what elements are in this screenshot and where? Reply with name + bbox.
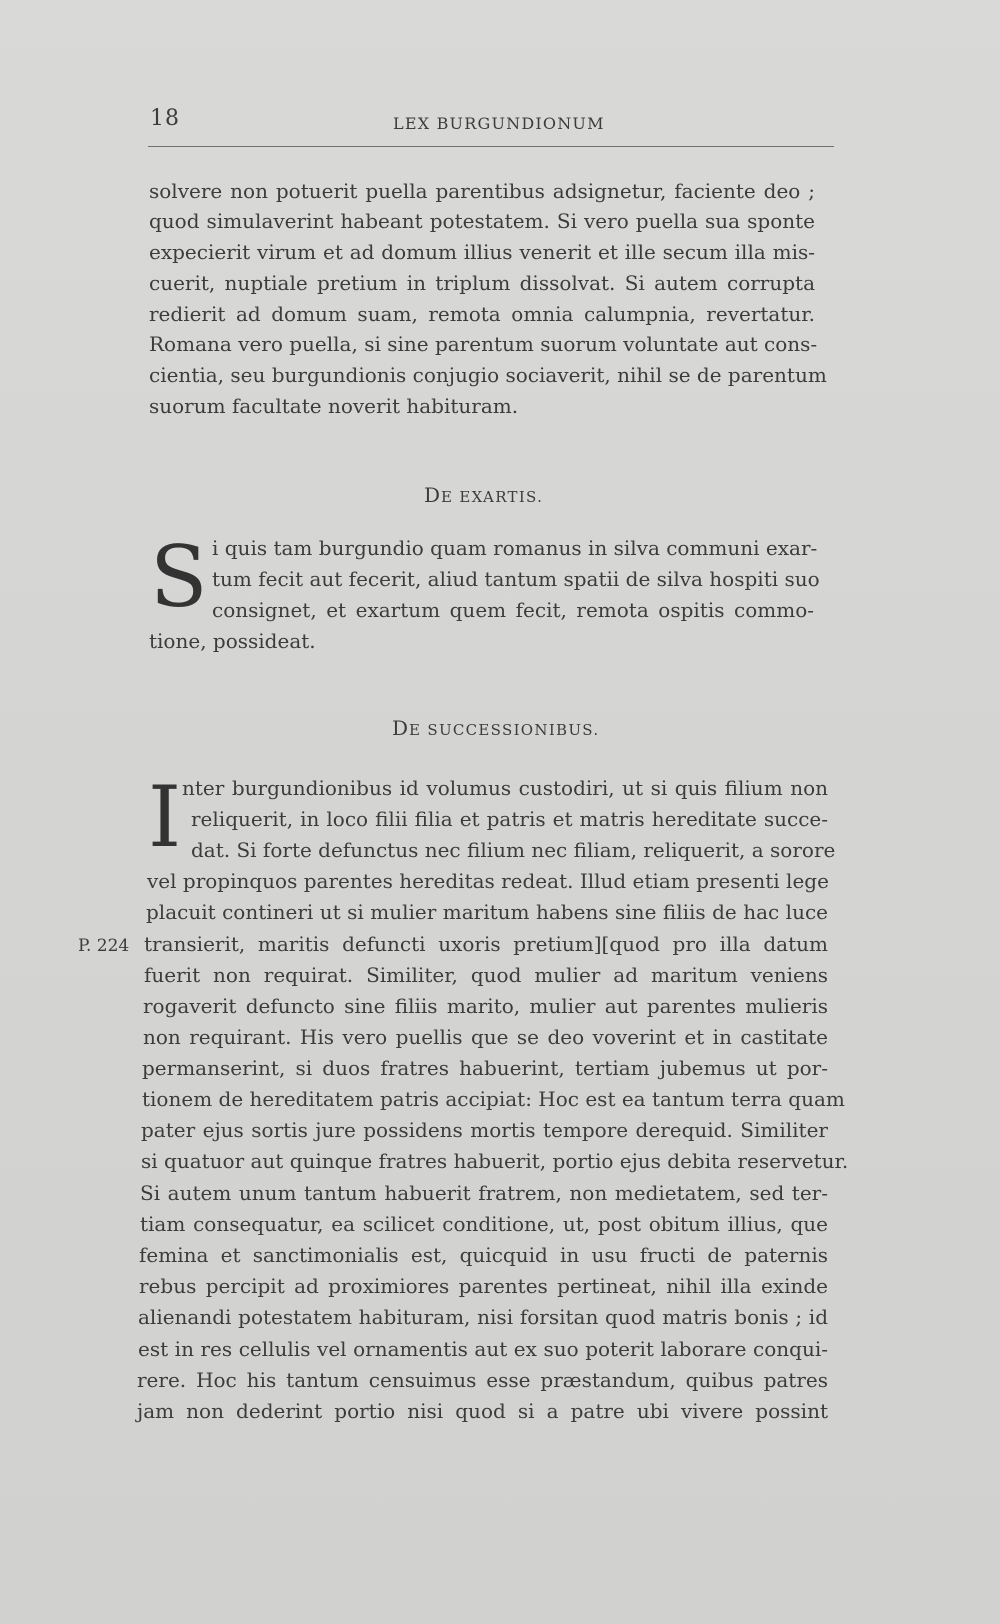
text-line: vel propinquos parentes hereditas redeat. Illud etiam presenti lege xyxy=(147,869,829,893)
text-line: non requirant. His vero puellis que se deo voverint et in castitate xyxy=(143,1025,828,1049)
text-line: pater ejus sortis jure possidens mortis tempore derequid. Similiter xyxy=(141,1118,828,1142)
text-line: Si autem unum tantum habuerit fratrem, non medietatem, sed ter- xyxy=(140,1181,828,1205)
page-number: 18 xyxy=(150,106,180,131)
drop-cap-i: I xyxy=(148,768,182,866)
section-title-de-successionibus xyxy=(392,716,599,740)
text-line: cientia, seu burgundionis conjugio sociaverit, nihil se de parentum xyxy=(149,363,827,387)
text-line: i quis tam burgundio quam romanus in silva communi exar- xyxy=(212,536,818,560)
text-line: quod simulaverint habeant potestatem. Si vero puella sua sponte xyxy=(149,209,815,233)
margin-page-reference: P. 224 xyxy=(78,936,130,956)
header-rule xyxy=(148,146,834,147)
text-line: rere. Hoc his tantum censuimus esse præstandum, quibus patres xyxy=(137,1368,828,1392)
text-line: suorum facultate noverit habituram. xyxy=(149,394,519,418)
text-line: tione, possideat. xyxy=(149,629,316,653)
text-line: placuit contineri ut si mulier maritum habens sine filiis de hac luce xyxy=(146,900,828,924)
text-line: tiam consequatur, ea scilicet conditione, ut, post obitum illius, que xyxy=(140,1212,828,1236)
text-line: est in res cellulis vel ornamentis aut ex suo poterit laborare conqui- xyxy=(138,1337,828,1361)
section-title-rest: E EXARTIS. xyxy=(441,488,544,506)
text-line: solvere non potuerit puella parentibus adsignetur, faciente deo ; xyxy=(149,179,815,203)
text-line: jam non dederint portio nisi quod si a patre ubi vivere possint xyxy=(137,1399,828,1423)
text-line: permanserint, si duos fratres habuerint, tertiam jubemus ut por- xyxy=(142,1056,828,1080)
section-title-initial: D xyxy=(424,483,442,507)
text-line: reliquerit, in loco filii filia et patris et matris hereditate succe- xyxy=(191,807,828,831)
text-line: alienandi potestatem habituram, nisi forsitan quod matris bonis ; id xyxy=(138,1305,828,1329)
text-line: redierit ad domum suam, remota omnia calumpnia, revertatur. xyxy=(149,302,815,326)
text-line: femina et sanctimonialis est, quicquid in usu fructi de paternis xyxy=(139,1243,828,1267)
text-line: Romana vero puella, si sine parentum suorum voluntate aut cons- xyxy=(149,332,818,356)
text-line: consignet, et exartum quem fecit, remota ospitis commo- xyxy=(212,598,814,622)
text-line: dat. Si forte defunctus nec filium nec filiam, reliquerit, a sorore xyxy=(191,838,836,862)
text-line: transierit, maritis defuncti uxoris pretium][quod pro illa datum xyxy=(144,932,828,956)
text-line: rogaverit defuncto sine filiis marito, mulier aut parentes mulieris xyxy=(143,994,828,1018)
drop-cap-s: S xyxy=(150,528,208,626)
text-line: rebus percipit ad proximiores parentes pertineat, nihil illa exinde xyxy=(139,1274,828,1298)
text-line: expecierit virum et ad domum illius venerit et ille secum illa mis- xyxy=(149,240,815,264)
text-line: cuerit, nuptiale pretium in triplum dissolvat. Si autem corrupta xyxy=(149,271,815,295)
text-line: tionem de hereditatem patris accipiat: Hoc est ea tantum terra quam xyxy=(142,1087,845,1111)
section-title-rest: E SUCCESSIONIBUS. xyxy=(409,721,600,739)
text-line: tum fecit aut fecerit, aliud tantum spatii de silva hospiti suo xyxy=(212,567,820,591)
text-line: si quatuor aut quinque fratres habuerit, portio ejus debita reservetur. xyxy=(141,1149,849,1173)
running-title: LEX BURGUNDIONUM xyxy=(393,114,605,133)
text-line: fuerit non requirat. Similiter, quod mulier ad maritum veniens xyxy=(144,963,828,987)
section-title-initial: D xyxy=(392,716,410,740)
section-title-de-exartis xyxy=(424,483,543,507)
text-line: nter burgundionibus id volumus custodiri, ut si quis filium non xyxy=(182,776,828,800)
